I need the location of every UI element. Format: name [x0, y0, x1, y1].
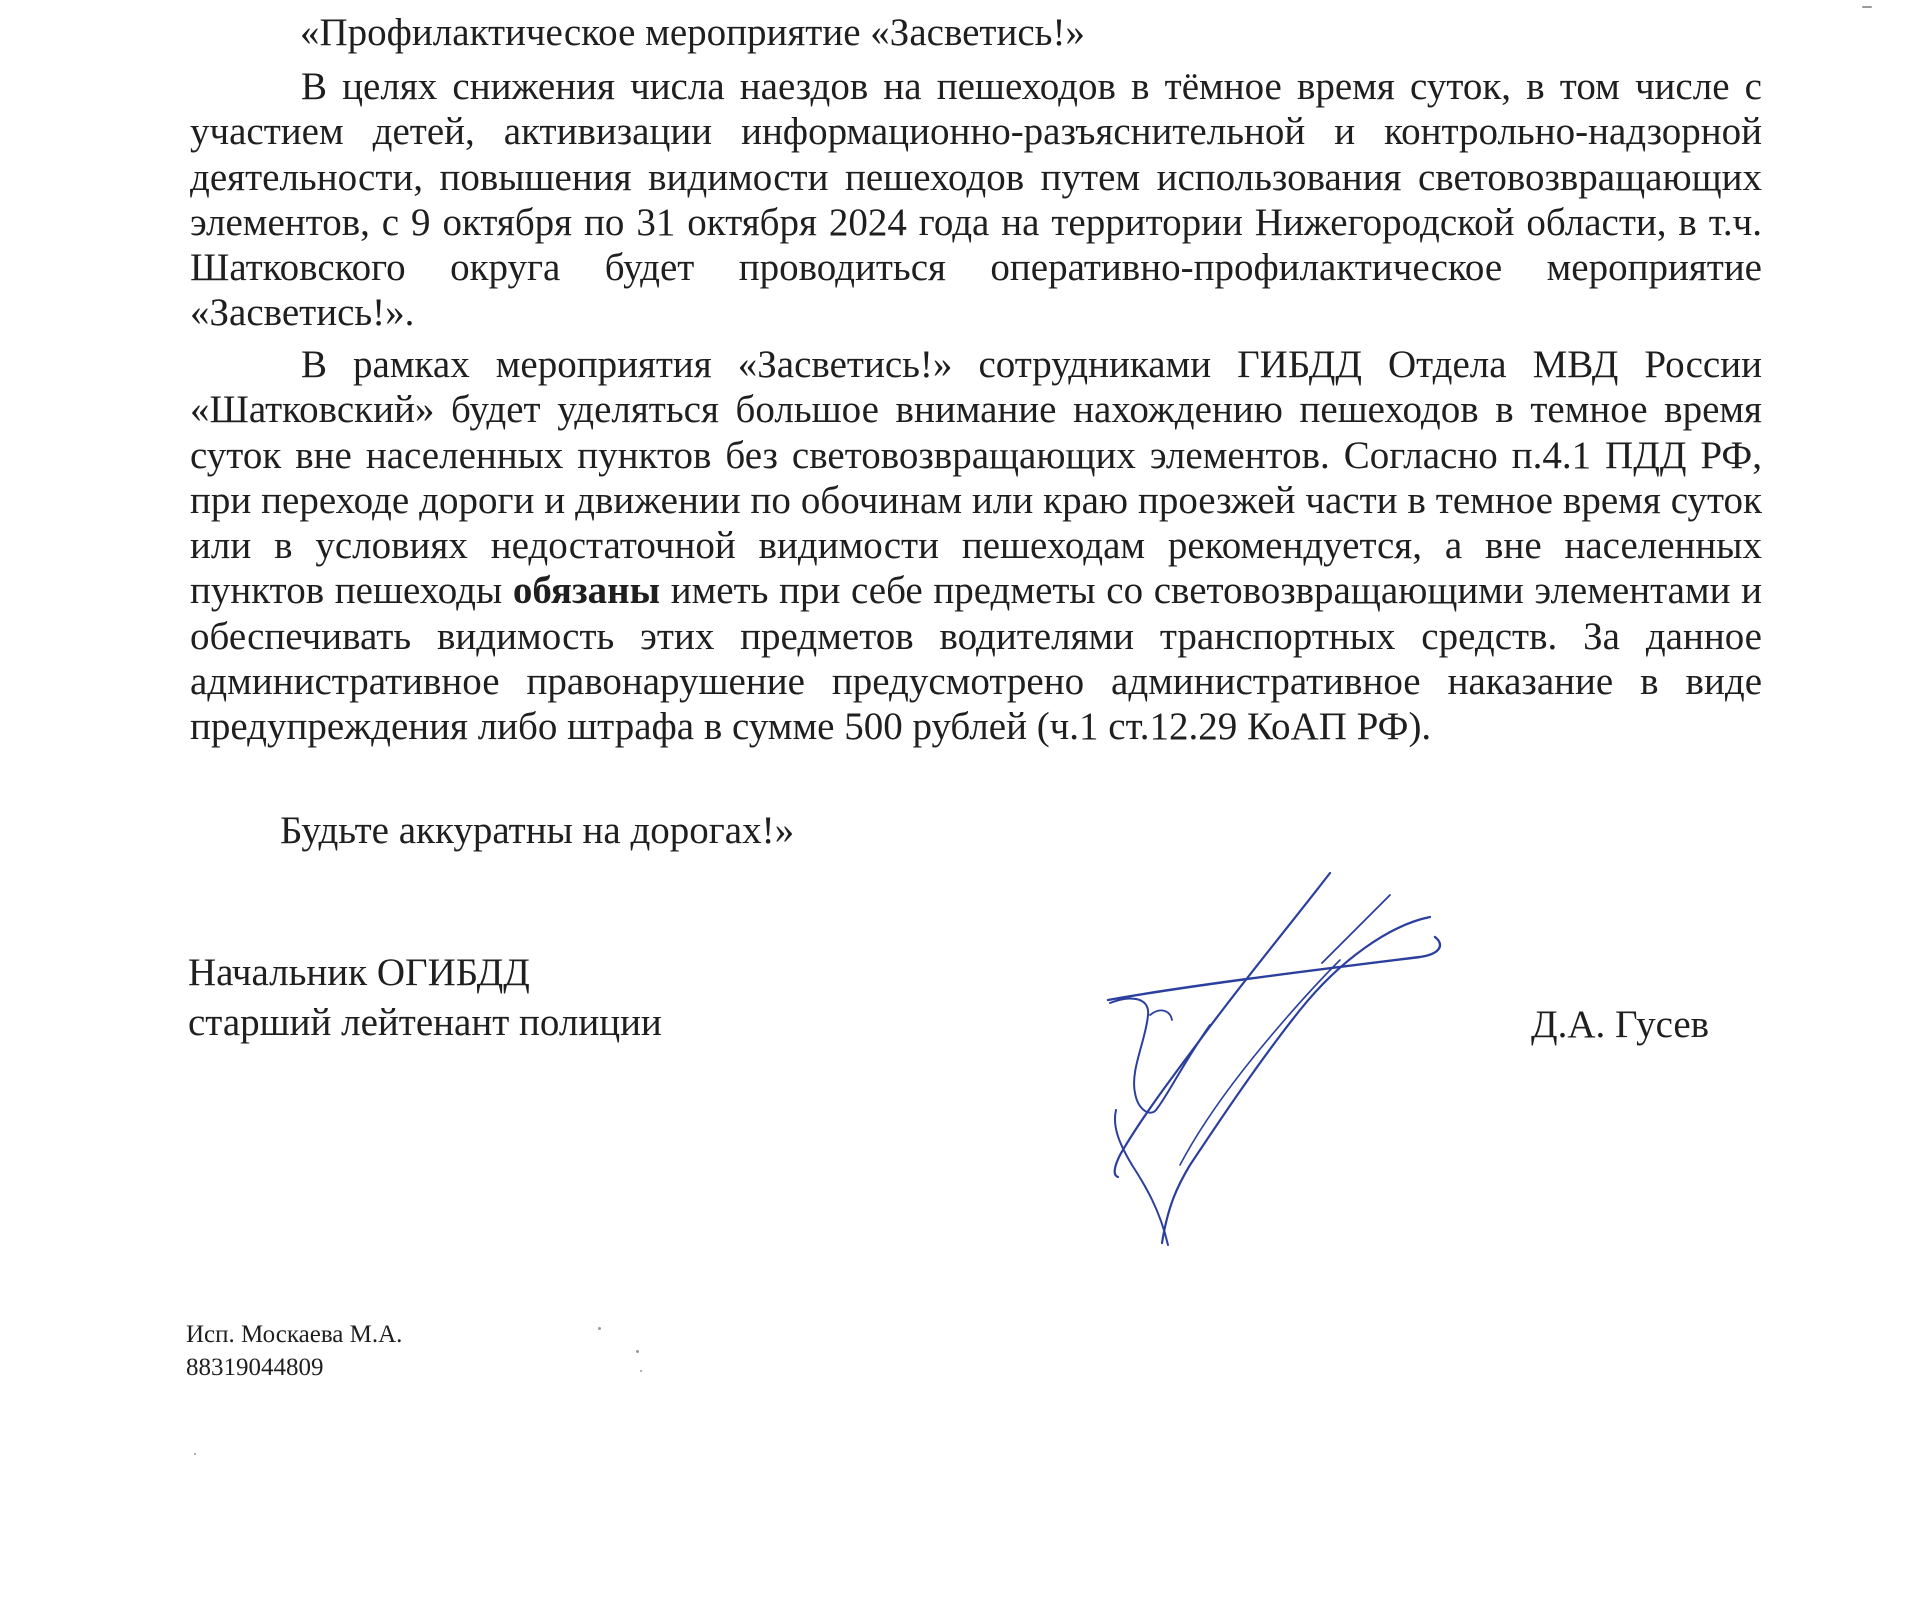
document-heading: «Профилактическое мероприятие «Засветись!»: [300, 11, 1085, 54]
signer-position-line-1: Начальник ОГИБДД: [188, 951, 530, 994]
handwritten-signature: [1090, 865, 1450, 1255]
executor-block: [186, 1318, 402, 1384]
executor-phone: 88319044809: [186, 1354, 324, 1381]
scan-speck: [636, 1350, 639, 1353]
paragraph-1-text: В целях снижения числа наездов на пешеходов в тёмное время суток, в том числе с участием детей, активизации информационно-разъяснительной и контрольно-надзорной деятельности, повышения видимости пешеходов путем использования световозвращающих элементов, с 9 октября по 31 октября 2024 года на территории Нижегородской области, в т.ч. Шатковского округа будет проводиться оперативно-профилактическое мероприятие «Засветись!».: [190, 65, 1762, 335]
signer-name: Д.А. Гусев: [1531, 1003, 1710, 1046]
scan-speck: [640, 1370, 642, 1372]
signature-strokes: [1108, 873, 1440, 1245]
scan-speck: [1862, 6, 1872, 8]
paragraph-2-part-1: В рамках мероприятия «Засветись!» сотрудниками ГИБДД Отдела МВД России «Шатковский» будет уделяться большое внимание нахождению пешеходов в темное время суток вне населенных пунктов без световозвращающих элементов. Согласно п.4.1 ПДД РФ, при переходе дороги и движении по обочинам или краю проезжей части в темное время суток или в условиях недостаточной видимости пешеходам рекомендуется, а вне населенных пунктов пешеходы: [190, 343, 1762, 613]
paragraph-1: [190, 64, 1762, 336]
closing-line: Будьте аккуратны на дорогах!»: [280, 809, 795, 852]
paragraph-2-part-2: иметь при себе предметы со световозвращающими элементами и обеспечивать видимость этих предметов водителями транспортных средств. За данное административное правонарушение предусмотрено административное наказание в виде предупреждения либо штрафа в сумме 500 рублей (ч.1 ст.12.29 КоАП РФ).: [190, 569, 1762, 749]
signer-position: [188, 948, 662, 1048]
scan-speck: [598, 1327, 601, 1330]
paragraph-2-text: [190, 342, 1762, 750]
scan-speck: [194, 1453, 196, 1455]
paragraph-2: [190, 342, 1762, 750]
signer-position-line-2: старший лейтенант полиции: [188, 1001, 662, 1044]
executor-name: Исп. Москаева М.А.: [186, 1321, 403, 1348]
paragraph-2-bold-word: обязаны: [512, 569, 661, 613]
